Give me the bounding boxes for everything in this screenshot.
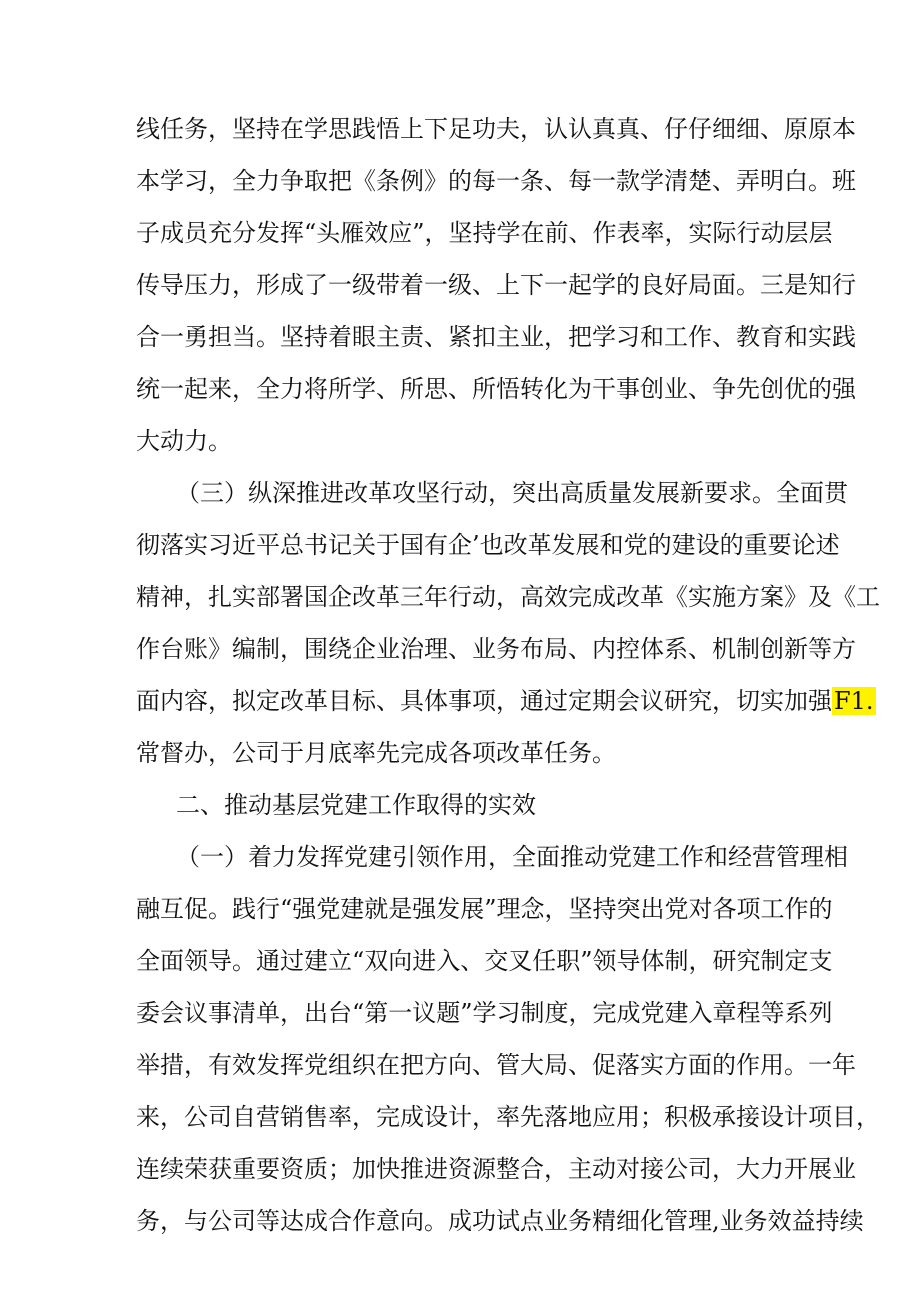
paragraph-line: 作台账》编制，围绕企业治理、业务布局、内控体系、机制创新等方 [136,635,856,663]
paragraph-line: 来，公司自营销售率，完成设计，率先落地应用；积极承接设计项目， [136,1103,880,1131]
paragraph-line: 传导压力，形成了一级带着一级、上下一起学的良好局面。三是知行 [136,271,856,299]
paragraph-line-with-highlight [136,685,874,717]
paragraph-line: 统一起来，全力将所学、所思、所悟转化为干事创业、争先创优的强 [136,375,856,403]
paragraph-line: 精神，扎实部署国企改革三年行动，高效完成改革《实施方案》及《工 [136,583,880,611]
paragraph-line: 线任务，坚持在学思践悟上下足功夫，认认真真、仔仔细细、原原本 [136,115,856,143]
paragraph-line: 常督办，公司于月底率先完成各项改革任务。 [136,739,616,767]
line-text: 面内容，拟定改革目标、具体事项，通过定期会议研究，切实加强 [136,687,832,715]
paragraph-line: （一）着力发挥党建引领作用，全面推动党建工作和经营管理相 [176,843,848,871]
paragraph-line: 合一勇担当。坚持着眼主责、紧扣主业，把学习和工作、教育和实践 [136,323,856,351]
paragraph-line: 大动力。 [136,427,232,455]
paragraph-line: 连续荣获重要资质；加快推进资源整合，主动对接公司，大力开展业 [136,1155,856,1183]
paragraph-line: 务，与公司等达成合作意向。成功试点业务精细化管理,业务效益持续 [136,1207,864,1235]
section-heading: 二、推动基层党建工作取得的实效 [176,791,536,819]
paragraph-line: 本学习，全力争取把《条例》的每一条、每一款学清楚、弄明白。班 [136,167,856,195]
paragraph-line: 彻落实习近平总书记关于国有企’也改革发展和党的建设的重要论述 [136,531,840,559]
paragraph-line: 子成员充分发挥“头雁效应”，坚持学在前、作表率，实际行动层层 [136,219,833,247]
highlighted-text: F1. [834,687,874,715]
paragraph-line: 全面领导。通过建立“双向进入、交叉任职”领导体制，研究制定支 [136,947,833,975]
paragraph-line: 举措，有效发挥党组织在把方向、管大局、促落实方面的作用。一年 [136,1051,856,1079]
paragraph-line: 委会议事清单，出台“第一议题”学习制度，完成党建入章程等系列 [136,999,833,1027]
paragraph-line: （三）纵深推进改革攻坚行动，突出高质量发展新要求。全面贯 [176,479,848,507]
paragraph-line: 融互促。践行“强党建就是强发展”理念，坚持突出党对各项工作的 [136,895,833,923]
